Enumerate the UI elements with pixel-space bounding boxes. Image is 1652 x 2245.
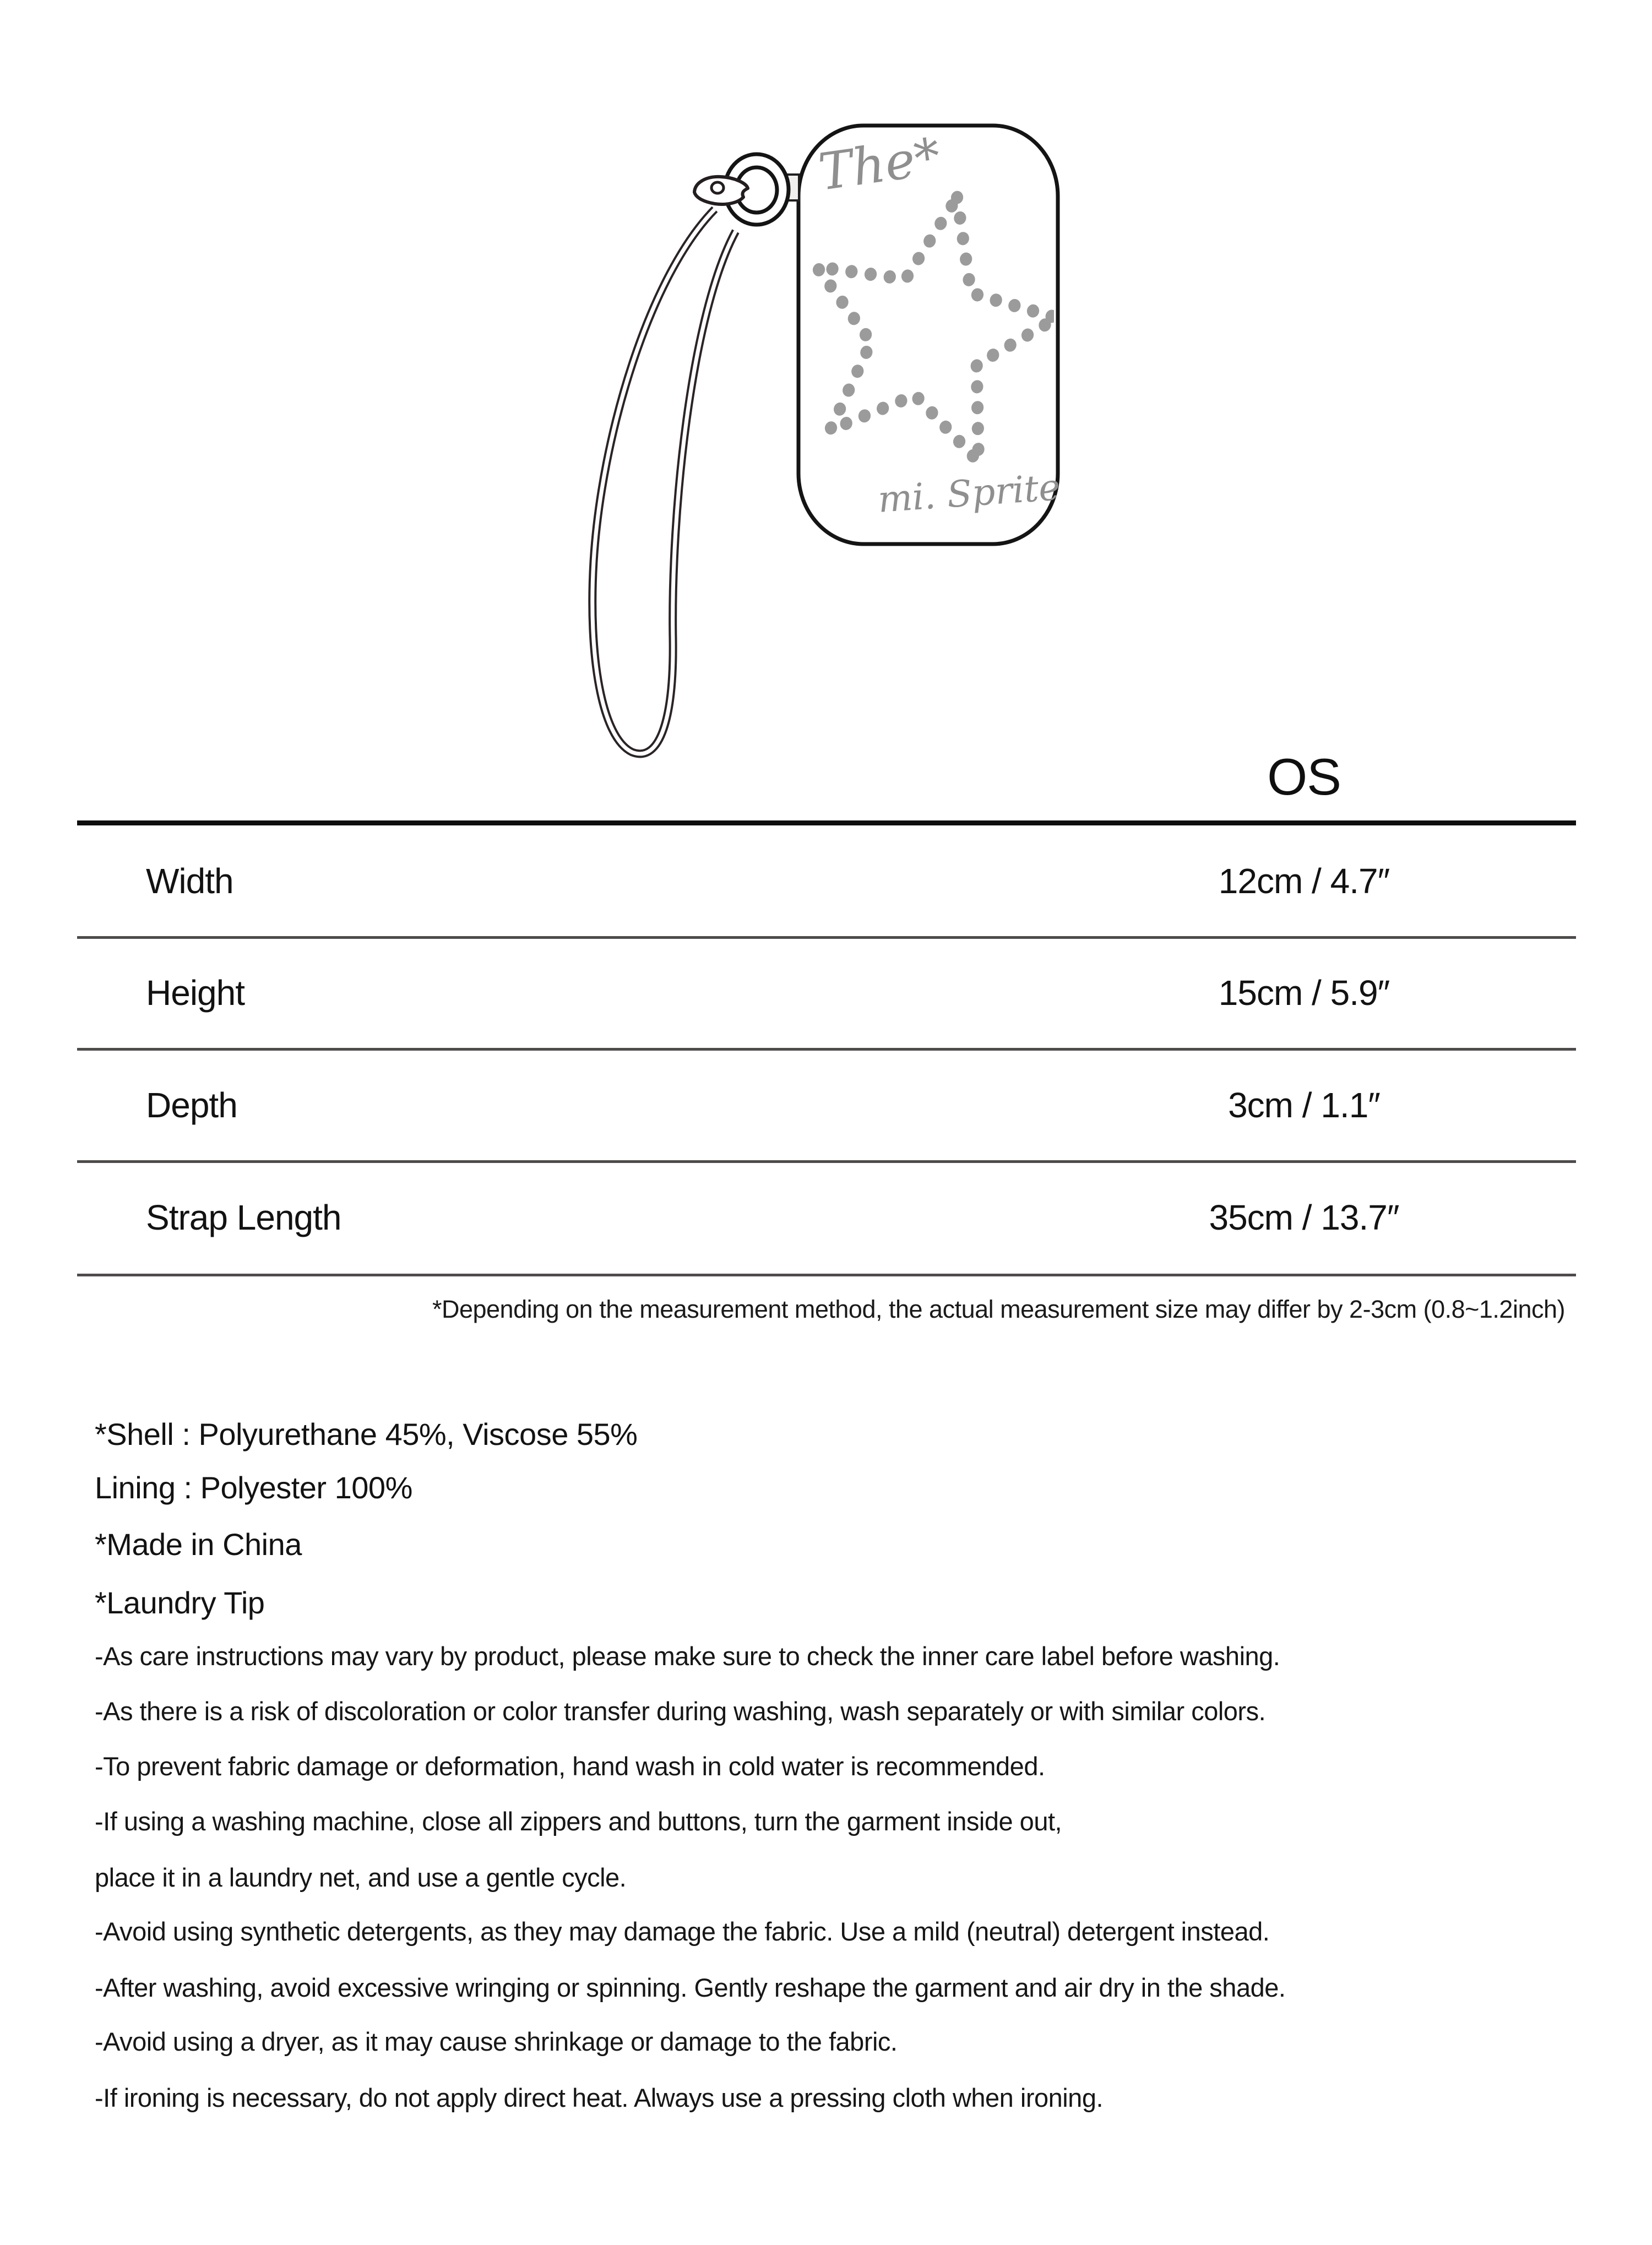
- laundry-tip-line: -If using a washing machine, close all zippers and buttons, turn the garment inside out,: [95, 1807, 1062, 1836]
- laundry-title: *Laundry Tip: [95, 1585, 265, 1620]
- laundry-tip-line: -After washing, avoid excessive wringing or spinning. Gently reshape the garment and air dry in the shade.: [95, 1973, 1286, 2002]
- materials-lining: Lining : Polyester 100%: [95, 1470, 412, 1505]
- laundry-tip-line: -As there is a risk of discoloration or color transfer during washing, wash separately or with similar colors.: [95, 1697, 1266, 1726]
- strap-cord: [593, 209, 736, 754]
- row-label: Strap Length: [146, 1198, 341, 1237]
- size-row-height: [77, 937, 1576, 1049]
- row-label: Height: [146, 973, 244, 1013]
- row-value: 15cm / 5.9″: [1218, 973, 1390, 1013]
- laundry-tip-line: -As care instructions may vary by product, please make sure to check the inner care label before washing.: [95, 1641, 1280, 1671]
- brand-script-top: The*: [815, 127, 944, 202]
- measurement-note: *Depending on the measurement method, the actual measurement size may differ by 2-3cm (0.8~1.2inch): [432, 1295, 1565, 1323]
- row-value: 3cm / 1.1″: [1228, 1085, 1380, 1125]
- laundry-tip-line: -Avoid using a dryer, as it may cause shrinkage or damage to the fabric.: [95, 2027, 898, 2056]
- size-column-header: OS: [1267, 748, 1341, 806]
- size-row-strap-length: [77, 1161, 1576, 1274]
- row-value: 12cm / 4.7″: [1218, 861, 1390, 901]
- strap-clasp-icon: [694, 177, 748, 204]
- brand-script-bottom: mi. Sprite: [876, 466, 1062, 521]
- laundry-tip-line: -Avoid using synthetic detergents, as they may damage the fabric. Use a mild (neutral) detergent instead.: [95, 1917, 1270, 1946]
- origin: *Made in China: [95, 1527, 302, 1562]
- laundry-tip-line: -If ironing is necessary, do not apply direct heat. Always use a pressing cloth when ironing.: [95, 2083, 1104, 2112]
- row-label: Depth: [146, 1085, 237, 1125]
- row-separator: [77, 1274, 1576, 1276]
- size-row-width: [77, 825, 1576, 937]
- laundry-tip-line: place it in a laundry net, and use a gentle cycle.: [95, 1863, 627, 1892]
- materials-shell: *Shell : Polyurethane 45%, Viscose 55%: [95, 1417, 638, 1452]
- row-label: Width: [146, 861, 233, 901]
- product-illustration: [0, 0, 1652, 804]
- laundry-tip-line: -To prevent fabric damage or deformation, hand wash in cold water is recommended.: [95, 1752, 1045, 1781]
- size-row-depth: [77, 1049, 1576, 1161]
- row-value: 35cm / 13.7″: [1209, 1198, 1399, 1237]
